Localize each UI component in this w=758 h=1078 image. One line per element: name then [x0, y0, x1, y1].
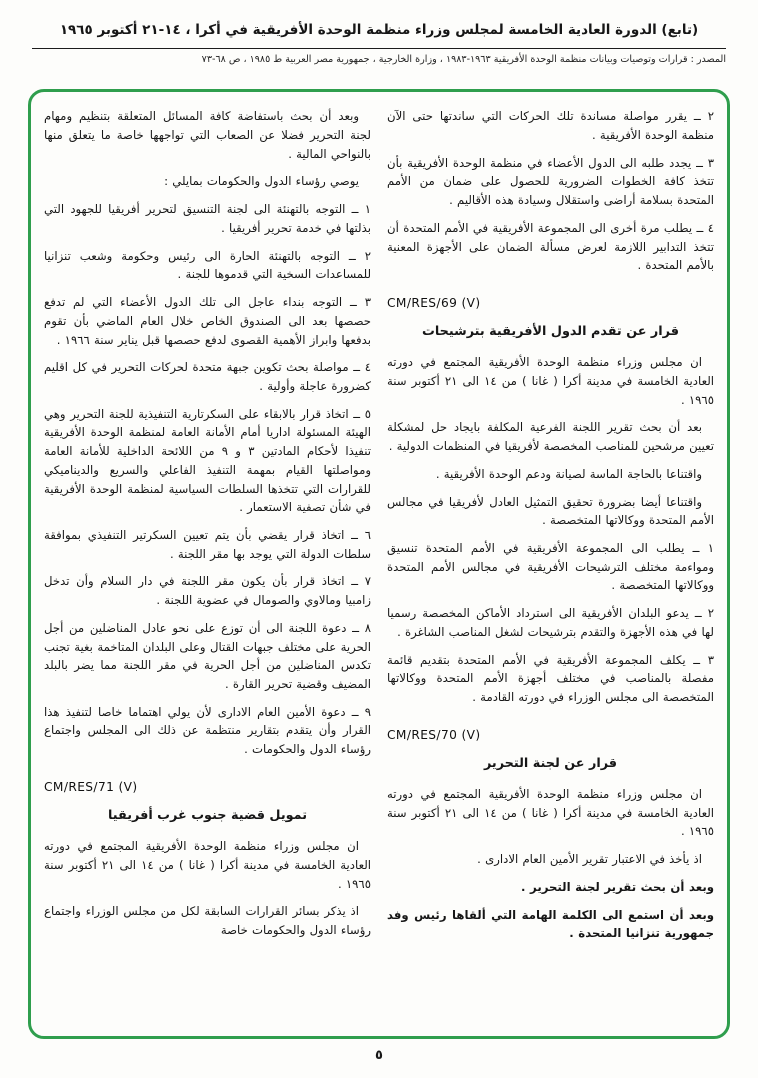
numbered-paragraph: ١ ــ التوجه بالتهنئة الى لجنة التنسيق لتحرير أفريقيا للجهود التي بذلتها في خدمة تحرير أفريقيا .	[44, 202, 371, 235]
resolution-ref: CM/RES/71 (V)	[44, 779, 138, 794]
paragraph: واقتناعا أيضا بضرورة تحقيق التمثيل العادل لأفريقيا في مجالس الأمم المتحدة ووكالاتها المتخصصة .	[387, 494, 714, 528]
page-number: ٥	[375, 1048, 383, 1064]
paragraph: بعد أن بحث تقرير اللجنة الفرعية المكلفة بايجاد حل لمشكلة تعيين مرشحين للمناصب المخصصة لأفريقيا في المنظمات الدولية .	[387, 420, 714, 454]
paragraph: ان مجلس وزراء منظمة الوحدة الأفريقية المجتمع في دورته العادية الخامسة في مدينة أكرا ( غانا ) من ١٤ الى ٢١ أكتوبر سنة ١٩٦٥ .	[387, 355, 715, 407]
right-column	[387, 107, 714, 1024]
resolution-heading: قرار عن تقدم الدول الأفريقية بترشيحات	[422, 324, 679, 340]
source-line: المصدر : قرارات وتوصيات وبيانات منظمة الوحدة الأفريقية ١٩٦٣-١٩٨٣ ، وزارة الخارجية ، جمهورية مصر العربية ط ١٩٨٥ ، ص ٦٨-٧٣	[201, 53, 726, 65]
numbered-paragraph: ٣ ــ التوجه بنداء عاجل الى تلك الدول الأعضاء التي لم تدفع حصصها بعد الى الصندوق الخاص خلال العام الماضي بأن تقوم بدفعها وابراز الأهمية القصوى لدفع حصصها قبل يناير سنة ١٩٦٦ .	[44, 295, 371, 347]
left-column	[44, 107, 371, 1024]
numbered-paragraph: ٥ ــ اتخاذ قرار بالابقاء على السكرتارية التنفيذية للجنة التحرير وهي الهيئة المسئولة اداريا أمام الأمانة العامة لمنظمة الوحدة الأفريقية تنفيذا لأحكام المادتين ٣ و ٩ من اللائحة الداخلية للأمانة العامة ومواصلتها القيام بمهمة التنفيذ الفاعلي والسريع والديناميكي للقرارات التي تتخذها السلطات السياسية لمنظمة الوحدة الأفريقية في شأن تصفية الاستعمار .	[44, 406, 371, 515]
resolution-heading: تمويل قضية جنوب غرب أفريقيا	[107, 807, 308, 823]
resolution-ref: CM/RES/69 (V)	[387, 296, 481, 311]
numbered-paragraph: ٦ ــ اتخاذ قرار يقضي بأن يتم تعيين السكرتير التنفيذي بموافقة سلطات الدولة التي يوجد بها مقر اللجنة .	[44, 527, 371, 561]
numbered-paragraph: ٢ ــ يقرر مواصلة مساندة تلك الحركات التي ساندتها حتى الآن منظمة الوحدة الأفريقية .	[387, 109, 714, 143]
numbered-paragraph: ٤ ــ يطلب مرة أخرى الى المجموعة الأفريقية في الأمم المتحدة أن تتخذ التدابير اللازمة لعرض مسألة الضمان على الأجهزة المعنية بالأمم المتحدة .	[387, 220, 714, 273]
paragraph: ان مجلس وزراء منظمة الوحدة الأفريقية المجتمع في دورته العادية الخامسة في مدينة أكرا ( غانا ) من ١٤ الى ٢١ أكتوبر سنة ١٩٦٥ .	[387, 786, 715, 839]
numbered-paragraph: ٣ ــ يجدد طلبه الى الدول الأعضاء في منظمة الوحدة الأفريقية بأن تتخذ كافة الخطوات الضرورية للحصول على ضمان من الأمم المتحدة بسلامة أراضى واستقلال وسيادة هذه الأقاليم .	[387, 155, 714, 208]
numbered-paragraph: ٨ ــ دعوة اللجنة الى أن توزع على نحو عادل المناضلين من أجل الحرية على مختلف جبهات القتال وعلى البلدان المتاخمة بغية تجنب تكدس المناضلين من أجل الحرية في مقر اللجنة مما يضر بالبلد المضيف وقضية تحرير القارة .	[44, 620, 371, 691]
bold-paragraph: وبعد أن بحث تقرير لجنة التحرير .	[521, 879, 714, 894]
numbered-paragraph: ١ ــ يطلب الى المجموعة الأفريقية في الأمم المتحدة تنسيق ومواءمة مختلف الترشيحات الأفريقية في مجالس الأمم المتحدة ووكالاتها المتخصصة .	[387, 541, 714, 593]
bold-paragraph: وبعد أن استمع الى الكلمة الهامة التي ألقاها رئيس وفد جمهورية تنزانيا المتحدة .	[387, 907, 714, 941]
resolution-heading: قرار عن لجنة التحرير	[483, 755, 618, 771]
numbered-paragraph: ٩ ــ دعوة الأمين العام الادارى لأن يولي اهتماما خاصا لتنفيذ هذا القرار وأن يتقدم بتقارير منتظمة عن ذلك الى المجلس واجتماع رؤساء الدول والحكومات .	[44, 704, 371, 757]
numbered-paragraph: ٢ ــ التوجه بالتهنئة الحارة الى رئيس وحكومة وشعب تنزانيا للمساعدات السخية التي قدموها للجنة .	[44, 248, 371, 282]
numbered-paragraph: ٣ ــ يكلف المجموعة الأفريقية في الأمم المتحدة بتقديم قائمة مفصلة بالمناصب في مختلف أجهزة الأمم المتحدة ووكالاتها المتخصصة الى مجلس الوزراء في دورته القادمة .	[387, 652, 714, 705]
paragraph: اذ يذكر بسائر القرارات السابقة لكل من مجلس الوزراء واجتماع رؤساء الدول والحكومات خاصة	[44, 904, 371, 937]
document-title: (تابع) الدورة العادية الخامسة لمجلس وزراء منظمة الوحدة الأفريقية في أكرا ، ١٤-٢١ أكتوبر ١٩٦٥	[59, 22, 699, 38]
paragraph: اذ يأخذ في الاعتبار تقرير الأمين العام الادارى .	[477, 852, 702, 867]
paragraph: واقتناعا بالحاجة الماسة لصيانة ودعم الوحدة الأفريقية .	[435, 466, 702, 481]
numbered-paragraph: ٧ ــ اتخاذ قرار بأن يكون مقر اللجنة في دار السلام وأن تدخل زامبيا ومالاوي والصومال في عضوية اللجنة .	[44, 574, 371, 608]
resolution-ref: CM/RES/70 (V)	[387, 727, 481, 742]
numbered-paragraph: ٤ ــ مواصلة بحث تكوين جبهة متحدة لحركات التحرير في كل اقليم كضرورة عاجلة وأولية .	[44, 360, 371, 393]
paragraph: ان مجلس وزراء منظمة الوحدة الأفريقية المجتمع في دورته العادية الخامسة في مدينة أكرا ( غانا ) من ١٤ الى ٢١ أكتوبر سنة ١٩٦٥ .	[44, 839, 372, 891]
content-border-box	[28, 89, 730, 1039]
header-divider	[32, 48, 726, 49]
numbered-paragraph: ٢ ــ يدعو البلدان الأفريقية الى استرداد الأماكن المخصصة رسميا لها في هذه الأجهزة والتقدم بترشيحات لشغل المناصب الشاغرة .	[387, 606, 714, 639]
paragraph: يوصي رؤساء الدول والحكومات بمايلي :	[164, 174, 359, 189]
paragraph: وبعد أن بحث باستفاضة كافة المسائل المتعلقة بتنظيم ومهام لجنة التحرير فضلا عن الصعاب التي تواجهها خاصة ما يتعلق منها بالنواحي المالية .	[44, 109, 371, 161]
